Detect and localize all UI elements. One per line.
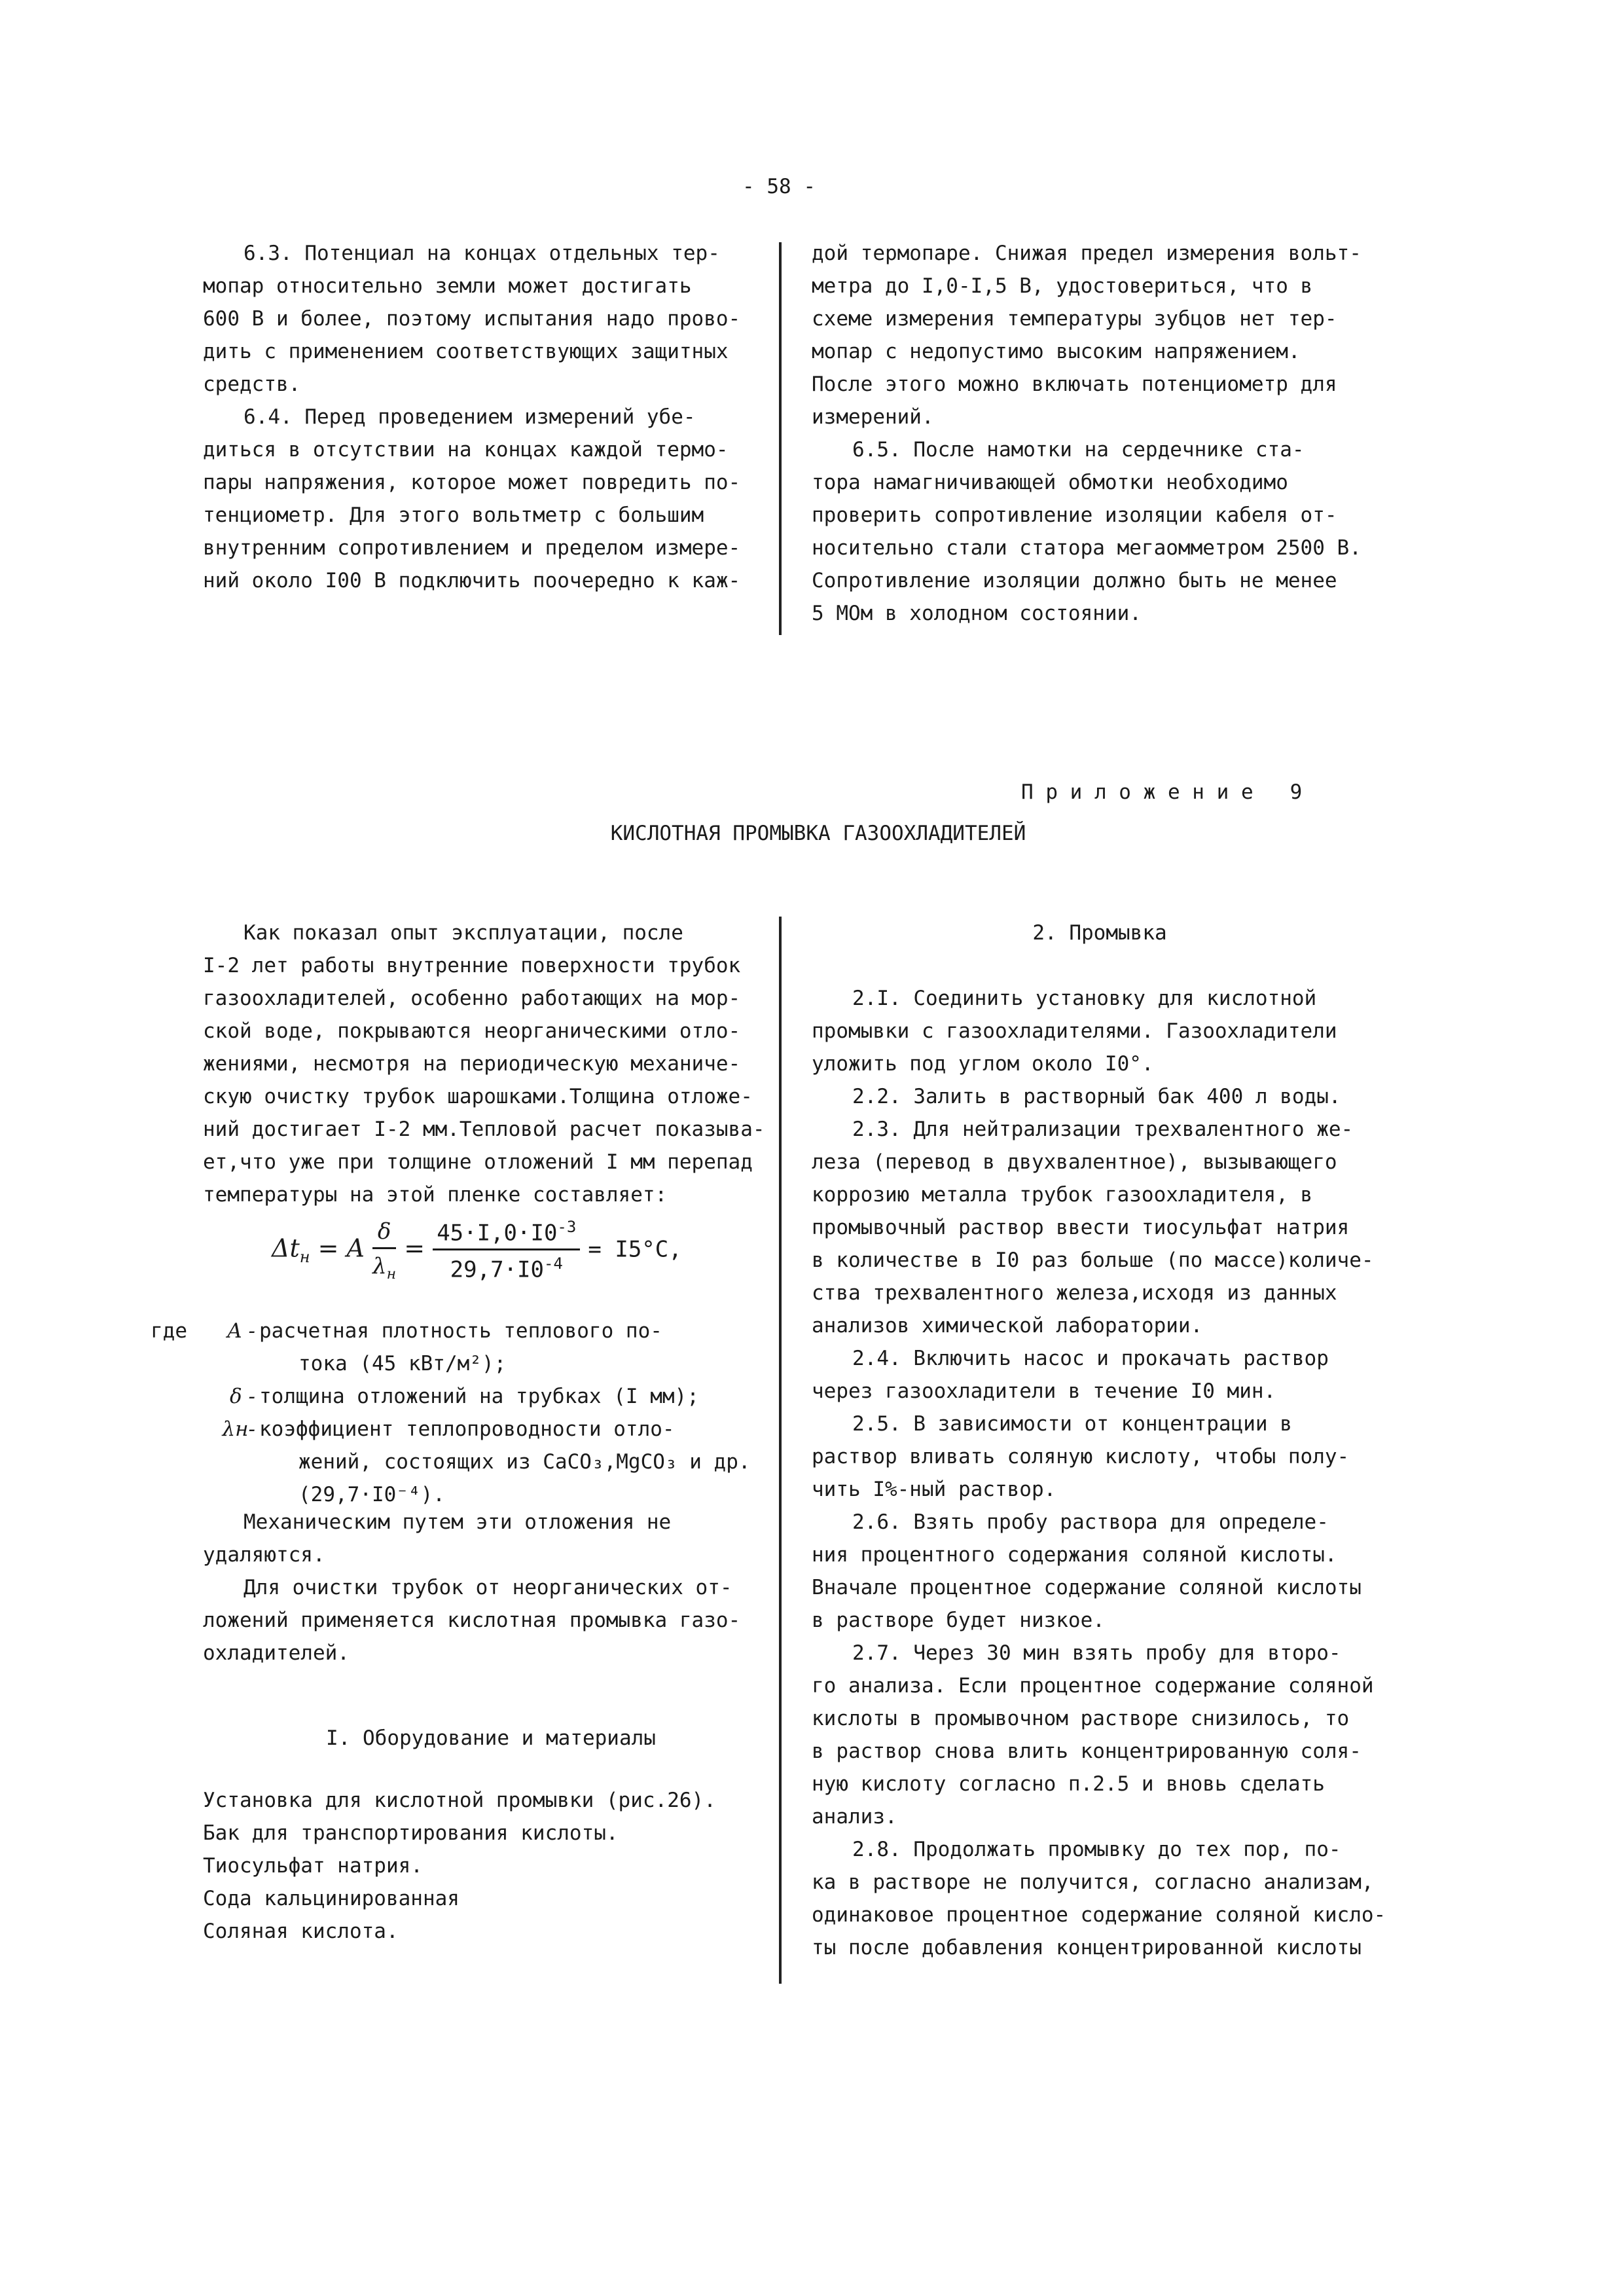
text-line: тенциометр. Для этого вольтметр с большим	[203, 503, 704, 527]
text-line: Соляная кислота.	[203, 1920, 399, 1943]
formula-fraction-numeric: $\frac{45\cdot I,0\cdot I0^{-3}}{29,7\cdot I0^{-4}}$	[433, 1218, 580, 1283]
text-line: 2.5. В зависимости от концентрации в	[852, 1412, 1292, 1436]
text-line: 6.5. После намотки на сердечнике ста-	[852, 438, 1305, 462]
text-line: ты после добавления концентрированной кислоты	[812, 1936, 1362, 1959]
heat-formula: $\Delta t_н = A$ $\frac{\delta}{\lambda_н}$ = $\frac{45\cdot I,0\cdot I0^{-3}}{29,7\cdot I0^{-4}}$ = I5°C,	[272, 1218, 682, 1283]
text-line: мопар относительно земли может достигать	[203, 274, 692, 298]
text-line: 2.4. Включить насос и прокачать раствор	[852, 1347, 1329, 1370]
top-left-column	[203, 237, 759, 597]
materials-items	[203, 1784, 779, 1948]
text-line: 5 МОм в холодном состоянии.	[812, 602, 1142, 625]
column-divider-bottom	[779, 917, 782, 1984]
text-line: промывки с газоохладителями. Газоохладители	[812, 1019, 1337, 1043]
definition-symbol: λн-	[222, 1417, 255, 1441]
definition-row	[209, 1446, 779, 1478]
text-line: Тиосульфат натрия.	[203, 1854, 423, 1878]
text-line: ка в растворе не получится, согласно анализам,	[812, 1870, 1374, 1894]
text-line: чить I%-ный раствор.	[812, 1478, 1056, 1501]
text-line: ную кислоту согласно п.2.5 и вновь сделать	[812, 1772, 1325, 1796]
text-line: ложений применяется кислотная промывка газо-	[203, 1609, 741, 1632]
definition-text: коэффициент теплопроводности отло-	[259, 1417, 675, 1441]
text-line: ства трехвалентного железа,исходя из данных	[812, 1281, 1337, 1305]
definition-text: расчетная плотность теплового по-	[259, 1319, 662, 1343]
text-line: внутренним сопротивлением и пределом измере-	[203, 536, 741, 560]
text-line: температуры на этой пленке составляет:	[203, 1183, 668, 1207]
intro-paragraph	[203, 917, 779, 1211]
text-line: го анализа. Если процентное содержание соляной	[812, 1674, 1374, 1698]
text-line: раствор вливать соляную кислоту, чтобы полу-	[812, 1445, 1350, 1468]
section-1-title: I. Оборудование и материалы	[326, 1726, 656, 1750]
text-line: анализ.	[812, 1805, 897, 1829]
top-right-column	[812, 237, 1434, 630]
text-line: анализов химической лаборатории.	[812, 1314, 1203, 1338]
text-line: в количестве в I0 раз больше (по массе)количе-	[812, 1248, 1374, 1272]
text-line: ния процентного содержания соляной кислоты.	[812, 1543, 1337, 1567]
paragraph-2-2	[812, 1080, 1466, 1113]
text-line: скую очистку трубок шарошками.Толщина отложе-	[203, 1085, 753, 1108]
paragraph-2-7	[812, 1637, 1466, 1833]
text-line: ет,что уже при толщине отложений I мм перепад	[203, 1150, 753, 1174]
definition-row	[209, 1315, 779, 1347]
paragraph-6-3	[203, 237, 759, 401]
text-line: через газоохладители в течение I0 мин.	[812, 1379, 1276, 1403]
text-line: 2.3. Для нейтрализации трехвалентного же-	[852, 1118, 1354, 1141]
paragraph-6-5	[812, 433, 1434, 630]
text-line: 2.I. Соединить установку для кислотной	[852, 987, 1317, 1010]
text-line: коррозию металла трубок газоохладителя, в	[812, 1183, 1313, 1207]
definition-text: тока (45 кВт/м²);	[298, 1352, 507, 1376]
definition-row	[209, 1347, 779, 1380]
text-line: проверить сопротивление изоляции кабеля от-	[812, 503, 1337, 527]
formula-fraction-symbolic: $\frac{\delta}{\lambda_н}$	[372, 1218, 397, 1283]
definition-row	[209, 1413, 779, 1446]
text-line: жениями, несмотря на периодическую механиче-	[203, 1052, 741, 1076]
paragraph-6-4	[203, 401, 759, 597]
column-divider-top	[779, 242, 782, 635]
formula-lhs: Δt	[272, 1233, 300, 1263]
text-line: кислоты в промывочном растворе снизилось, то	[812, 1707, 1350, 1730]
text-line: Бак для транспортирования кислоты.	[203, 1821, 619, 1845]
bottom-right-column	[812, 982, 1466, 1964]
section-2-title: 2. Промывка	[1032, 921, 1167, 945]
text-line: удаляются.	[203, 1543, 325, 1567]
definitions-list	[209, 1315, 779, 1511]
text-line: Как показал опыт эксплуатации, после	[244, 921, 683, 945]
text-line: ской воде, покрываются неорганическими отло-	[203, 1019, 741, 1043]
text-line: пары напряжения, которое может повредить по-	[203, 471, 741, 494]
text-line: ний около I00 В подключить поочередно к каж-	[203, 569, 741, 592]
materials-list	[203, 1784, 779, 1948]
cleaning-paragraph	[203, 1571, 779, 1669]
text-line: диться в отсутствии на концах каждой термо-	[203, 438, 729, 462]
text-line: метра до I,0-I,5 В, удостовериться, что в	[812, 274, 1313, 298]
text-line: дой термопаре. Снижая предел измерения вольт-	[812, 242, 1362, 265]
text-line: Вначале процентное содержание соляной кислоты	[812, 1576, 1362, 1599]
text-line: 6.3. Потенциал на концах отдельных тер-	[244, 242, 720, 265]
text-line: мопар с недопустимо высоким напряжением.	[812, 340, 1301, 363]
text-line: Для очистки трубок от неорганических от-	[244, 1576, 732, 1599]
text-line: уложить под углом около I0°.	[812, 1052, 1154, 1076]
definition-symbol	[209, 1446, 259, 1478]
text-line: 600 В и более, поэтому испытания надо прово-	[203, 307, 741, 331]
definition-text: толщина отложений на трубках (I мм);	[259, 1385, 699, 1408]
paragraph-2-3	[812, 1113, 1466, 1342]
mechanical-paragraph	[203, 1506, 779, 1571]
definition-text: жений, состоящих из CaCO₃,MgCO₃ и др.	[298, 1450, 751, 1474]
text-line: тора намагничивающей обмотки необходимо	[812, 471, 1288, 494]
text-line: Сода кальцинированная	[203, 1887, 460, 1910]
text-line: I-2 лет работы внутренние поверхности трубок	[203, 954, 741, 977]
text-line: схеме измерения температуры зубцов нет тер-	[812, 307, 1337, 331]
paragraph-2-6	[812, 1506, 1466, 1637]
appendix-label: П р и л о ж е н и е 9	[1021, 780, 1303, 804]
paragraph-2-1	[812, 982, 1466, 1080]
text-line: средств.	[203, 373, 301, 396]
text-line: одинаковое процентное содержание соляной кисло-	[812, 1903, 1386, 1927]
text-line: 2.8. Продолжать промывку до тех пор, по-	[852, 1838, 1341, 1861]
text-line: промывочный раствор ввести тиосульфат натрия	[812, 1216, 1350, 1239]
text-line: 2.2. Залить в растворный бак 400 л воды.	[852, 1085, 1341, 1108]
text-line: леза (перевод в двухвалентное), вызывающего	[812, 1150, 1337, 1174]
text-line: в растворе будет низкое.	[812, 1609, 1105, 1632]
text-line: ний достигает I-2 мм.Тепловой расчет показыва-	[203, 1118, 765, 1141]
text-line: Сопротивление изоляции должно быть не менее	[812, 569, 1337, 592]
text-line: дить с применением соответствующих защитных	[203, 340, 729, 363]
definition-symbol: δ -	[230, 1385, 255, 1408]
paragraph-2-4	[812, 1342, 1466, 1408]
text-line: носительно стали статора мегаомметром 2500 В.	[812, 536, 1362, 560]
paragraph-2-8	[812, 1833, 1466, 1964]
text-line: 2.7. Через 30 мин взять пробу для второ-	[852, 1641, 1341, 1665]
text-line: в раствор снова влить концентрированную соля-	[812, 1740, 1362, 1763]
text-line: измерений.	[812, 405, 934, 429]
page-number: - 58 -	[742, 175, 816, 198]
text-line: газоохладителей, особенно работающих на мор-	[203, 987, 741, 1010]
bottom-left-column-2	[203, 1506, 779, 1669]
text-line: охладителей.	[203, 1641, 350, 1665]
formula-result: = I5°C,	[588, 1236, 682, 1263]
where-label: где	[151, 1319, 187, 1343]
bottom-left-column	[203, 917, 779, 1211]
definition-symbol	[209, 1347, 259, 1380]
definition-symbol: A -	[227, 1319, 255, 1343]
definition-row	[209, 1380, 779, 1413]
text-line: 2.6. Взять пробу раствора для определе-	[852, 1510, 1329, 1534]
text-line: 6.4. Перед проведением измерений убе-	[244, 405, 696, 429]
paragraph-6-4-continued	[812, 237, 1434, 433]
text-line: После этого можно включать потенциометр для	[812, 373, 1337, 396]
definition-text: (29,7·I0⁻⁴).	[298, 1483, 445, 1506]
text-line: Установка для кислотной промывки (рис.26).	[203, 1789, 716, 1812]
paragraph-2-5	[812, 1408, 1466, 1506]
text-line: Механическим путем эти отложения не	[244, 1510, 672, 1534]
appendix-title: КИСЛОТНАЯ ПРОМЫВКА ГАЗООХЛАДИТЕЛЕЙ	[610, 822, 1026, 845]
